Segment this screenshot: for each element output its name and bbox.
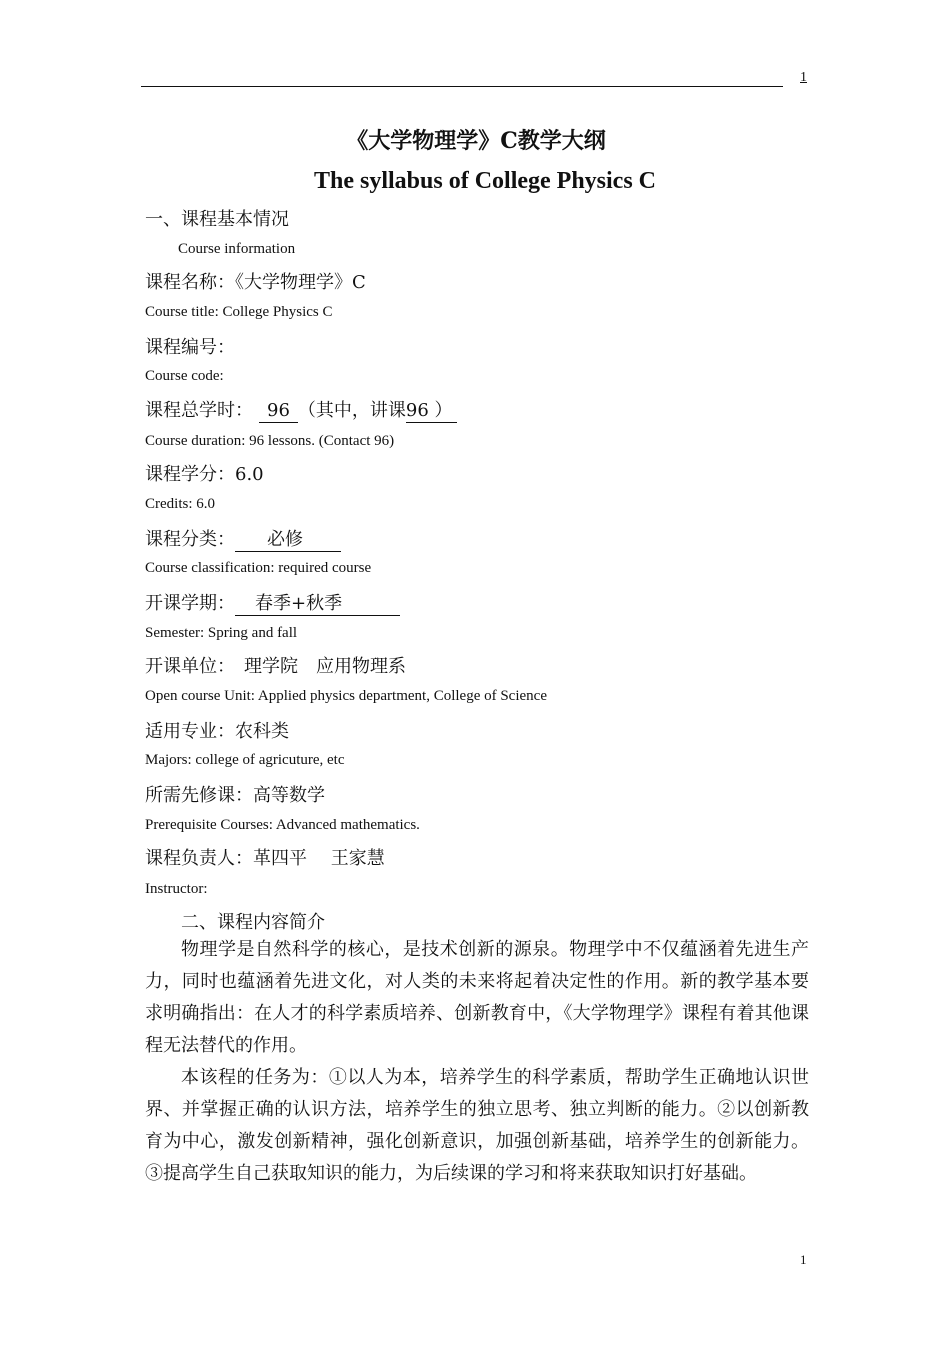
classification-en: Course classification: required course [145,560,372,576]
section1-heading-en: Course information [178,241,296,257]
duration-label: 课程总学时： [145,400,253,421]
credits-en: Credits: 6.0 [145,496,215,512]
majors-en: Majors: college of agricuture, etc [145,752,345,768]
course-title-cn: 课程名称：《大学物理学》C [145,272,366,293]
unit-cn: 开课单位： 理学院 应用物理系 [145,656,406,677]
header-rule [141,86,783,87]
course-title-en: Course title: College Physics C [145,304,333,320]
course-duration-en: Course duration: 96 lessons. (Contact 96) [145,433,395,449]
course-code-cn: 课程编号： [145,337,235,358]
intro-paragraph-1: 物理学是自然科学的核心，是技术创新的源泉。物理学中不仅蕴涵着先进生产力，同时也蕴涵着先进文化，对人类的未来将起着决定性的作用。新的教学基本要求明确指出：在人才的科学素质培养、创新教育中，《大学物理学》课程有着其他课程无法替代的作用。 [145,939,809,1056]
prerequisite-cn: 所需先修课：高等数学 [145,785,325,806]
classification-cn [145,525,341,552]
semester-label: 开课学期： [145,593,235,614]
instructor-en: Instructor: [145,881,208,897]
semester-value: 春季+秋季 [235,594,400,616]
duration-mid-text: （其中，讲课 [297,400,406,421]
instructor-cn: 课程负责人：革四平 王家慧 [145,848,385,869]
unit-en: Open course Unit: Applied physics department, College of Science [145,688,547,704]
intro-paragraph-2: 本该程的任务为：①以人为本，培养学生的科学素质，帮助学生正确地认识世界、并掌握正确的认识方法，培养学生的独立思考、独立判断的能力。②以创新教育为中心，激发创新精神，强化创新意识，加强创新基础，培养学生的创新能力。③提高学生自己获取知识的能力，为后续课的学习和将来获取知识打好基础。 [145,1067,809,1184]
credits-cn: 课程学分：6.0 [145,464,264,485]
duration-lecture-value: 96 ） [406,401,457,423]
duration-total-value: 96 [259,401,298,423]
footer-page-number: 1 [800,1252,807,1267]
semester-en: Semester: Spring and fall [145,625,298,641]
classification-value: 必修 [235,530,341,552]
course-code-en: Course code: [145,368,224,384]
prerequisite-en: Prerequisite Courses: Advanced mathematics. [145,817,420,833]
majors-cn: 适用专业：农科类 [145,721,289,742]
semester-cn [145,589,400,616]
document-title-cn: 《大学物理学》C教学大纲 [346,128,606,154]
section2-heading-cn: 二、课程内容简介 [181,912,325,933]
section1-heading-cn: 一、课程基本情况 [145,209,289,230]
course-duration-cn [145,396,457,423]
document-title-en: The syllabus of College Physics C [313,168,657,194]
header-page-number: 1 [800,70,807,85]
classification-label: 课程分类： [145,529,235,550]
